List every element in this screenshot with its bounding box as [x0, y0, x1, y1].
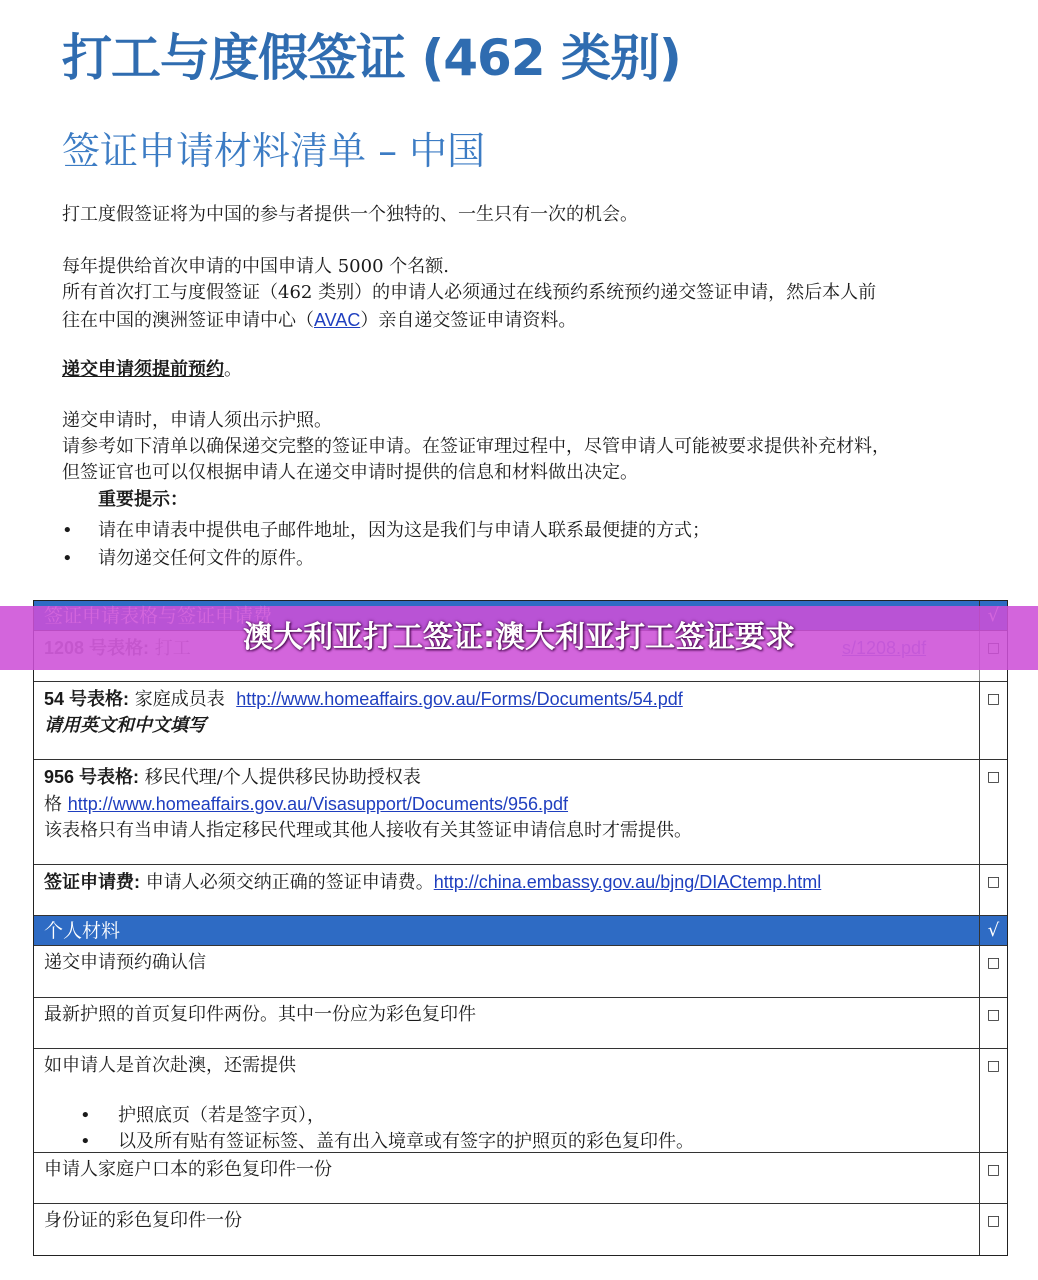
first-apply-line-1: 所有首次打工与度假签证（462 类别）的申请人必须通过在线预约系统预约递交签证申请，然后本人前 — [62, 282, 877, 303]
bullet-dot: • — [62, 548, 73, 569]
row-content — [34, 865, 980, 915]
check-mark-icon: √ — [987, 920, 1000, 941]
section-header-personal — [34, 916, 1007, 946]
row-content: 递交申请预约确认信 — [34, 946, 980, 997]
table-row-id-card — [34, 1204, 1007, 1255]
checkbox-icon[interactable]: □ — [986, 691, 1001, 707]
form-label: 956 号表格: — [44, 767, 140, 787]
checkbox-icon[interactable]: □ — [986, 955, 1001, 971]
appointment-heading-line — [62, 357, 242, 383]
row-content — [34, 760, 980, 864]
row-content — [34, 1049, 980, 1152]
table-row-passport-copies — [34, 998, 1007, 1049]
bullet-dot: • — [80, 1131, 91, 1152]
important-item — [62, 546, 314, 572]
form-text: 移民代理/个人提供移民协助授权表 — [144, 767, 421, 788]
fee-text: 申请人必须交纳正确的签证申请费。 — [145, 872, 434, 893]
first-apply-line-2-suffix: ）亲自递交签证申请资料。 — [360, 310, 577, 331]
table-row-form-54 — [34, 682, 1007, 760]
checkbox-icon[interactable]: □ — [986, 1058, 1001, 1074]
form-note: 请用英文和中文填写 — [44, 715, 206, 736]
checkbox-icon[interactable]: □ — [986, 769, 1001, 785]
overlay-banner — [0, 606, 1038, 670]
table-row-first-trip — [34, 1049, 1007, 1153]
passport-line: 递交申请时，申请人须出示护照。 — [62, 410, 332, 431]
important-heading: 重要提示： — [98, 489, 188, 510]
first-apply-line-2 — [62, 307, 576, 334]
list-item — [44, 1129, 969, 1155]
table-row-hukou — [34, 1153, 1007, 1204]
checklist-line-2: 但签证官也可以仅根据申请人在递交申请时提供的信息和材料做出决定。 — [62, 462, 638, 483]
checkbox-icon[interactable]: □ — [986, 1162, 1001, 1178]
banner-text: 澳大利亚打工签证:澳大利亚打工签证要求 — [243, 620, 795, 655]
first-apply-line-2-prefix: 往在中国的澳洲签证申请中心（ — [62, 310, 314, 331]
form-956-link[interactable]: http://www.homeaffairs.gov.au/Visasupport/Documents/956.pdf — [67, 794, 569, 814]
first-trip-text: 如申请人是首次赴澳，还需提供 — [44, 1055, 296, 1076]
table-row-appointment-confirm — [34, 946, 1007, 998]
important-item-text: 请在申请表中提供电子邮件地址，因为这是我们与申请人联系最便捷的方式； — [98, 520, 710, 541]
form-note: 该表格只有当申请人指定移民代理或其他人接收有关其签证申请信息时才需提供。 — [44, 820, 692, 841]
list-item-text: 以及所有贴有签证标签、盖有出入境章或有签字的护照页的彩色复印件。 — [118, 1131, 694, 1152]
bullet-dot: • — [80, 1105, 91, 1126]
table-row-visa-fee — [34, 865, 1007, 916]
document-subtitle: 签证申请材料清单 – 中国 — [62, 129, 486, 173]
checklist-line-1: 请参考如下清单以确保递交完整的签证申请。在签证审理过程中，尽管申请人可能被要求提供补充材料， — [62, 436, 890, 457]
form-label: 54 号表格: — [44, 689, 130, 709]
document-title: 打工与度假签证 (462 类别) — [62, 29, 681, 87]
checkbox-icon[interactable]: □ — [986, 1213, 1001, 1229]
form-text-continued: 格 — [44, 794, 62, 815]
quota-line: 每年提供给首次申请的中国申请人 5000 个名额. — [62, 256, 449, 277]
important-item-text: 请勿递交任何文件的原件。 — [98, 548, 314, 569]
checkbox-icon[interactable]: □ — [986, 1007, 1001, 1023]
important-item — [62, 518, 710, 544]
row-content: 身份证的彩色复印件一份 — [34, 1204, 980, 1255]
avac-link[interactable]: AVAC — [314, 310, 361, 330]
row-content: 最新护照的首页复印件两份。其中一份应为彩色复印件 — [34, 998, 980, 1048]
appointment-heading: 递交申请须提前预约 — [62, 359, 224, 380]
row-content — [34, 682, 980, 759]
form-54-link[interactable]: http://www.homeaffairs.gov.au/Forms/Documents/54.pdf — [236, 689, 683, 709]
section-header-label: 个人材料 — [34, 916, 980, 945]
fee-link[interactable]: http://china.embassy.gov.au/bjng/DIACtemp.html — [433, 872, 822, 892]
list-item-text: 护照底页（若是签字页）， — [118, 1105, 325, 1126]
bullet-dot: • — [62, 520, 73, 541]
list-item — [44, 1103, 969, 1129]
row-content: 申请人家庭户口本的彩色复印件一份 — [34, 1153, 980, 1203]
form-text: 家庭成员表 — [134, 689, 225, 710]
checkbox-icon[interactable]: □ — [986, 874, 1001, 890]
appointment-heading-tail: 。 — [224, 359, 242, 380]
table-row-form-956 — [34, 760, 1007, 865]
checklist-table — [33, 600, 1008, 1256]
intro-paragraph: 打工度假签证将为中国的参与者提供一个独特的、一生只有一次的机会。 — [62, 204, 638, 225]
fee-label: 签证申请费: — [44, 872, 140, 892]
